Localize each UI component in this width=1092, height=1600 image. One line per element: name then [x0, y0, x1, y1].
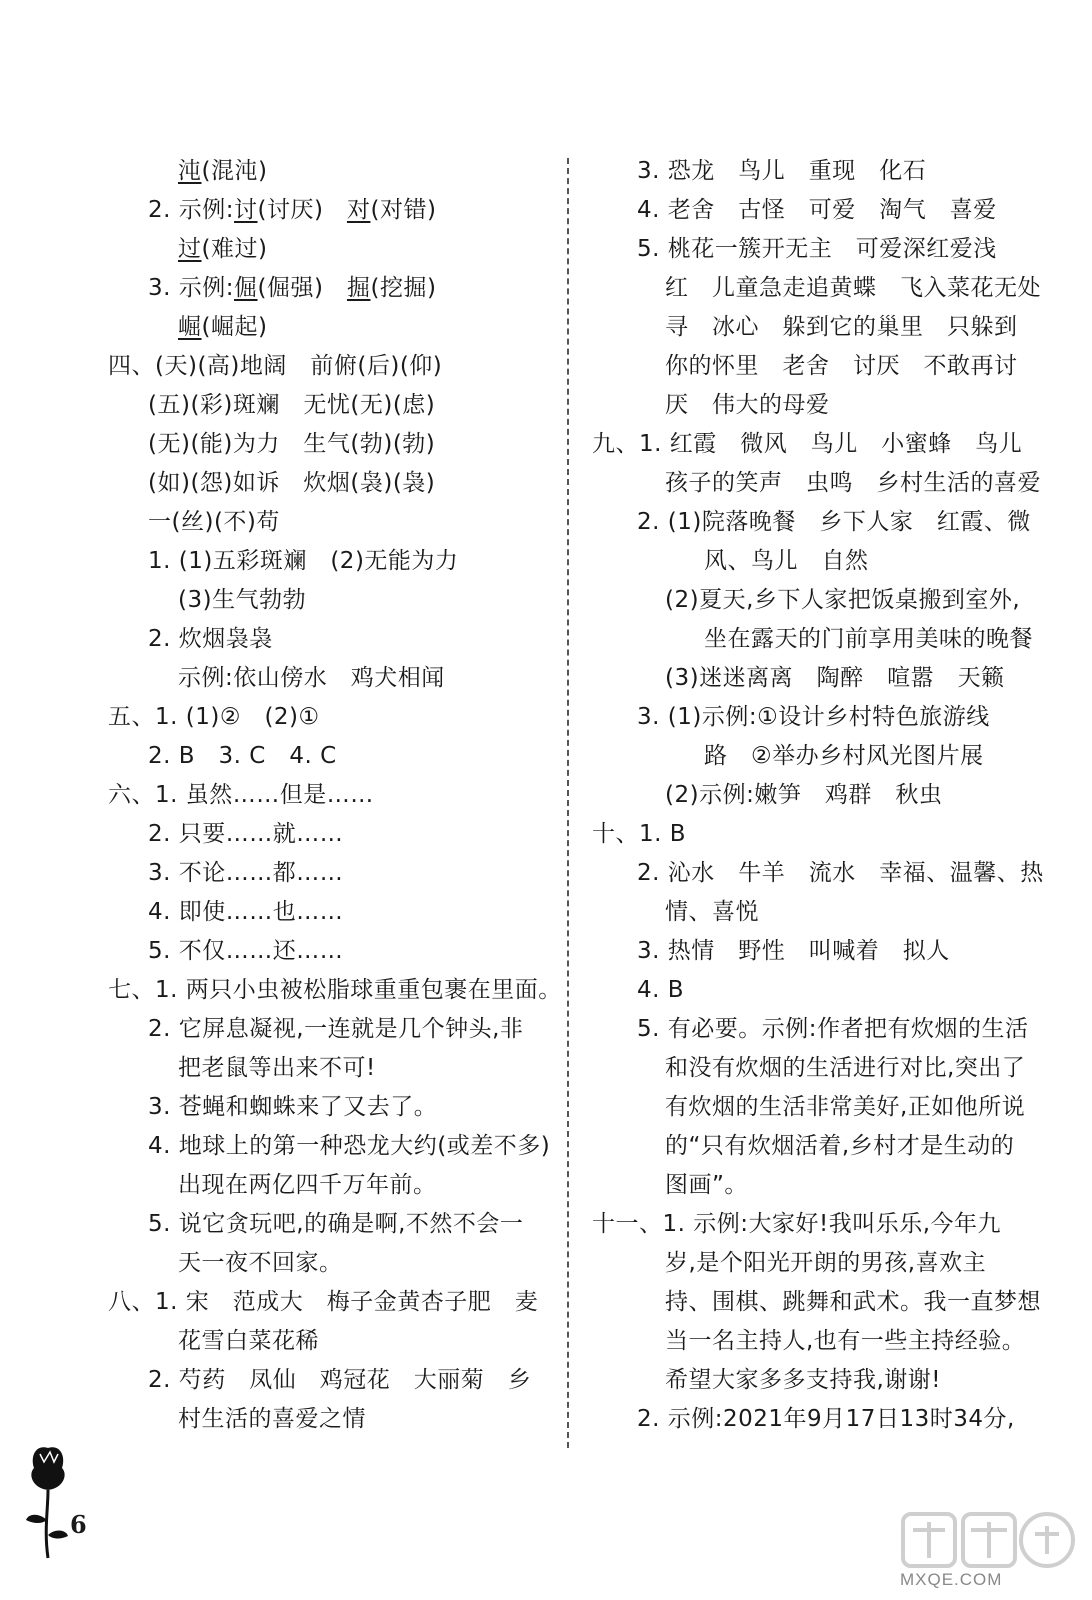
answer-text: 四、(天)(高)地阔 前俯(后)(仰)	[108, 353, 443, 379]
left-column-line	[108, 932, 556, 971]
answer-text: 你的怀里 老舍 讨厌 不敢再讨	[665, 353, 1018, 379]
answer-text: 风、鸟儿 自然	[704, 548, 869, 574]
left-column-line	[108, 425, 556, 464]
right-column-line	[592, 269, 1042, 308]
left-column-line	[108, 1205, 556, 1244]
answer-text: 5. 说它贪玩吧,的确是啊,不然不会一	[148, 1211, 524, 1237]
answer-text: 坐在露天的门前享用美味的晚餐	[704, 626, 1033, 652]
right-column-line	[592, 659, 1042, 698]
answer-text: 的“只有炊烟活着,乡村才是生动的	[665, 1133, 1015, 1159]
left-column-line	[108, 1322, 556, 1361]
answer-text: 一(丝)(不)苟	[148, 509, 280, 535]
right-column-line	[592, 464, 1042, 503]
answer-text: (对错)	[370, 197, 437, 223]
underlined-character: 沌	[178, 158, 202, 184]
left-column-line	[108, 269, 556, 308]
answer-text: 4. 地球上的第一种恐龙大约(或差不多)	[148, 1133, 551, 1159]
answer-text: (讨厌)	[257, 197, 347, 223]
right-column-line	[592, 1244, 1042, 1283]
left-column-line	[108, 386, 556, 425]
right-column-line	[592, 620, 1042, 659]
answer-text: 2. 它屏息凝视,一连就是几个钟头,非	[148, 1016, 524, 1042]
answer-text: 情、喜悦	[665, 899, 759, 925]
left-column-line	[108, 308, 556, 347]
right-column-line	[592, 893, 1042, 932]
answer-text: 孩子的笑声 虫鸣 乡村生活的喜爱	[665, 470, 1041, 496]
right-column-line	[592, 932, 1042, 971]
answer-text: (无)(能)为力 生气(勃)(勃)	[148, 431, 436, 457]
right-column-line	[592, 815, 1042, 854]
answer-text: 3. 不论……都……	[148, 860, 344, 886]
right-column-line	[592, 1361, 1042, 1400]
right-column-line	[592, 1322, 1042, 1361]
answer-text: 路 ②举办乡村风光图片展	[704, 743, 984, 769]
left-column-line	[108, 503, 556, 542]
answer-text: 七、1. 两只小虫被松脂球重重包裹在里面。	[108, 977, 562, 1003]
answer-text: 十一、1. 示例:大家好!我叫乐乐,今年九	[592, 1211, 1002, 1237]
answer-text: 3. 苍蝇和蜘蛛来了又去了。	[148, 1094, 438, 1120]
answer-text: (崛起)	[201, 314, 268, 340]
page-number: 6	[70, 1510, 87, 1539]
left-column-line	[108, 737, 556, 776]
answer-text: 希望大家多多支持我,谢谢!	[665, 1367, 942, 1393]
right-column-line	[592, 776, 1042, 815]
answer-text: 2. 示例:2021年9月17日13时34分,	[637, 1406, 1015, 1432]
answer-text: 红 儿童急走追黄蝶 飞入菜花无处	[665, 275, 1041, 301]
right-column-line	[592, 1088, 1042, 1127]
left-column-line	[108, 347, 556, 386]
right-column-line	[592, 308, 1042, 347]
right-column-line	[592, 1205, 1042, 1244]
right-column-line	[592, 1010, 1042, 1049]
answer-text: 持、围棋、跳舞和武术。我一直梦想	[665, 1289, 1041, 1315]
underlined-character: 倔	[234, 275, 258, 301]
left-column-line	[108, 776, 556, 815]
left-column-line	[108, 1400, 556, 1439]
right-column-line	[592, 191, 1042, 230]
left-column-line	[108, 581, 556, 620]
answer-text: 3. 热情 野性 叫喊着 拟人	[637, 938, 950, 964]
answer-text: (混沌)	[201, 158, 268, 184]
answer-text: 2. 只要……就……	[148, 821, 344, 847]
answer-text: 把老鼠等出来不可!	[178, 1055, 376, 1081]
answer-text: 图画”。	[665, 1172, 748, 1198]
answer-text: 十、1. B	[592, 821, 687, 847]
answer-text: 1. (1)五彩斑斓 (2)无能为力	[148, 548, 459, 574]
rose-icon	[18, 1440, 78, 1560]
underlined-character: 崛	[178, 314, 202, 340]
left-column-line	[108, 698, 556, 737]
answer-text: 岁,是个阳光开朗的男孩,喜欢主	[665, 1250, 987, 1276]
right-column-line	[592, 1166, 1042, 1205]
right-column-line	[592, 1127, 1042, 1166]
right-column-line	[592, 1283, 1042, 1322]
answer-text: 5. 不仅……还……	[148, 938, 344, 964]
underlined-character: 过	[178, 236, 202, 262]
answer-text: 2. B 3. C 4. C	[148, 743, 337, 769]
underlined-character: 讨	[234, 197, 258, 223]
answer-text: 和没有炊烟的生活进行对比,突出了	[665, 1055, 1026, 1081]
answer-text: (五)(彩)斑斓 无忧(无)(虑)	[148, 392, 436, 418]
left-column-line	[108, 815, 556, 854]
answer-text: 当一名主持人,也有一些主持经验。	[665, 1328, 1026, 1354]
right-column-line	[592, 503, 1042, 542]
right-column-line	[592, 737, 1042, 776]
right-column-line	[592, 1049, 1042, 1088]
right-column-line	[592, 347, 1042, 386]
underlined-character: 掘	[346, 275, 371, 301]
right-column-line	[592, 230, 1042, 269]
answer-text: 厌 伟大的母爱	[665, 392, 830, 418]
left-column-line	[108, 620, 556, 659]
answer-text: 出现在两亿四千万年前。	[178, 1172, 437, 1198]
right-column-line	[592, 698, 1042, 737]
answer-text: (2)夏天,乡下人家把饭桌搬到室外,	[665, 587, 1021, 613]
answer-text: 2. 沁水 牛羊 流水 幸福、温馨、热	[637, 860, 1044, 886]
answer-text: 五、1. (1)② (2)①	[108, 704, 320, 730]
right-column-line	[592, 152, 1042, 191]
column-divider	[567, 158, 569, 1448]
right-column-line	[592, 581, 1042, 620]
answer-text: 2. (1)院落晚餐 乡下人家 红霞、微	[637, 509, 1031, 535]
answer-text: 4. 即使……也……	[148, 899, 344, 925]
answer-text: 村生活的喜爱之情	[178, 1406, 366, 1432]
left-column-line	[108, 1283, 556, 1322]
left-column-line	[108, 230, 556, 269]
answer-text: 天一夜不回家。	[178, 1250, 343, 1276]
answer-text: (倔强)	[257, 275, 347, 301]
right-column-line	[592, 1400, 1042, 1439]
answer-text: 2. 示例:	[148, 197, 235, 223]
left-column-line	[108, 1088, 556, 1127]
left-column-line	[108, 1010, 556, 1049]
right-column-line	[592, 542, 1042, 581]
answer-text: (2)示例:嫩笋 鸡群 秋虫	[665, 782, 943, 808]
left-column-line	[108, 1361, 556, 1400]
answer-text: (3)迷迷离离 陶醉 喧嚣 天籁	[665, 665, 1005, 691]
answer-text: 5. 有必要。示例:作者把有炊烟的生活	[637, 1016, 1029, 1042]
right-column-line	[592, 971, 1042, 1010]
answer-text: (挖掘)	[370, 275, 437, 301]
left-column-line	[108, 464, 556, 503]
left-column	[108, 152, 562, 1439]
answer-text: 寻 冰心 躲到它的巢里 只躲到	[665, 314, 1018, 340]
answer-text: 八、1. 宋 范成大 梅子金黄杏子肥 麦	[108, 1289, 539, 1315]
left-column-line	[108, 1244, 556, 1283]
right-column-line	[592, 854, 1042, 893]
watermark-text: MXQE.COM	[900, 1570, 1003, 1589]
left-column-line	[108, 854, 556, 893]
left-column-line	[108, 1049, 556, 1088]
answer-text: 2. 芍药 凤仙 鸡冠花 大丽菊 乡	[148, 1367, 532, 1393]
left-column-line	[108, 971, 562, 1010]
right-column-line	[592, 386, 1042, 425]
left-column-line	[108, 152, 556, 191]
answer-text: 4. 老舍 古怪 可爱 淘气 喜爱	[637, 197, 997, 223]
answer-text: 示例:依山傍水 鸡犬相闻	[178, 665, 445, 691]
answer-text: 九、1. 红霞 微风 鸟儿 小蜜蜂 鸟儿	[592, 431, 1023, 457]
right-column	[592, 152, 1042, 1439]
answer-text: 4. B	[637, 977, 685, 1003]
right-column-line	[592, 425, 1042, 464]
answer-text: 六、1. 虽然……但是……	[108, 782, 374, 808]
answer-text: (3)生气勃勃	[178, 587, 307, 613]
left-column-line	[108, 191, 556, 230]
left-column-line	[108, 659, 556, 698]
answer-text: 5. 桃花一簇开无主 可爱深红爱浅	[637, 236, 997, 262]
underlined-character: 对	[346, 197, 371, 223]
left-column-line	[108, 542, 556, 581]
answer-text: (难过)	[201, 236, 268, 262]
answer-text: 3. 示例:	[148, 275, 235, 301]
left-column-line	[108, 1166, 556, 1205]
answer-text: (如)(怨)如诉 炊烟(袅)(袅)	[148, 470, 436, 496]
left-column-line	[108, 893, 556, 932]
answer-text: 2. 炊烟袅袅	[148, 626, 273, 652]
answer-text: 花雪白菜花稀	[178, 1328, 319, 1354]
answer-text: 有炊烟的生活非常美好,正如他所说	[665, 1094, 1026, 1120]
left-column-line	[108, 1127, 556, 1166]
answer-text: 3. 恐龙 鸟儿 重现 化石	[637, 158, 927, 184]
answer-text: 3. (1)示例:①设计乡村特色旅游线	[637, 704, 990, 730]
